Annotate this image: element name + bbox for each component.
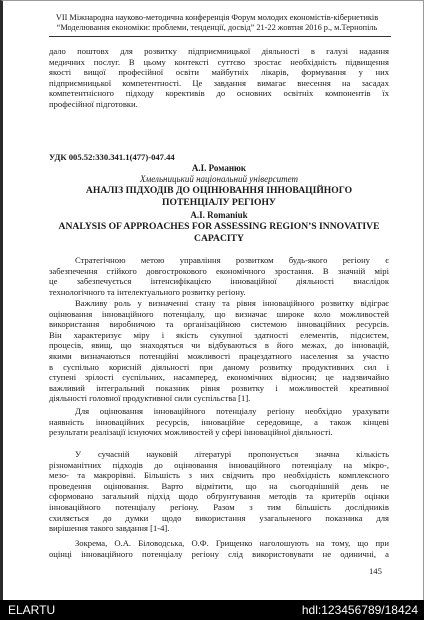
body-paragraph-5 — [49, 538, 389, 559]
body-paragraph-2 — [49, 298, 389, 404]
text-line: проведення оцінювання. Варто відмітити, що на сьогоднішній день не — [49, 480, 389, 491]
text-line: Він характеризує міру і якість сукупної здатності елементів, підсистем, — [49, 329, 389, 340]
text-line: використання виробничою та організаційною системою інноваційних ресурсів. — [49, 319, 389, 330]
text-line: різноманітних підходів до оцінювання інноваційного потенціалу на мікро-, — [49, 459, 389, 470]
text-line: оцінці інноваційного потенціалу регіону слід використовувати не одиничні, а — [49, 548, 389, 559]
repository-name: ELARTU — [8, 603, 56, 617]
title-ua-line-2: ПОТЕНЦІАЛУ РЕГІОНУ — [162, 197, 276, 208]
text-line: сформовано загальний підхід щодо обґрунтування методів та критеріїв оцінки — [49, 491, 389, 502]
header-line-1: VII Міжнародна науково-методична конференція Форум молодих економістів-кібернетиків — [55, 13, 379, 22]
text-line: дало поштовх для розвитку підприємницької діяльності в галузі надання — [49, 46, 389, 56]
text-line: якими визначаються потенційні можливості працездатного населення за участю — [49, 350, 389, 361]
text-line: підприємницької компетентності. Це завдання вимагає внесення на засадах — [49, 77, 389, 88]
text-line: наявність інноваційних ресурсів, інноваційне середовище, а також кінцеві — [49, 416, 389, 427]
author-ua: А.І. Романюк — [191, 163, 247, 173]
text-line: схиляється до думки щодо використання узагальненого показника для — [49, 512, 389, 523]
text-line: в суспільно корисній діяльності при даному розвитку продуктивних сил і — [49, 361, 389, 372]
body-paragraph-1 — [49, 255, 389, 297]
text-line: вирішення такого завдання [1-4]. — [49, 523, 170, 534]
text-line: Стратегічною метою управління розвитком будь-якого регіону є — [75, 255, 389, 265]
intro-paragraph — [49, 46, 389, 110]
text-line: Для оцінювання інноваційного потенціалу регіону необхідно урахувати — [75, 406, 389, 416]
text-line: процесів, явищ, що знаходяться чи відбуваються в його межах, до інновацій, — [49, 340, 389, 351]
title-ua-line-1: АНАЛІЗ ПІДХОДІВ ДО ОЦІНЮВАННЯ ІННОВАЦІЙНОГО — [85, 185, 353, 196]
author-en: A.I. Romaniuk — [190, 210, 248, 220]
text-line: Зокрема, О.А. Біловодська, О.Ф. Грищенко наголошують на тому, що при — [75, 538, 389, 548]
text-line: якості вищої професійної освіти майбутніх лікарів, формування у них — [49, 67, 389, 78]
text-line: результати реалізації існуючих можливостей у сфері інноваційної діяльності. — [49, 427, 333, 438]
page-number: 145 — [369, 566, 382, 576]
text-line: мезо- та макрорівні. Більшість з них свідчить про необхідність комплексного — [49, 470, 389, 481]
text-line: ступені зрілості суспільних, насамперед, економічних відносин; це надзвичайно — [49, 372, 389, 383]
text-line: Важливу роль у визначенні стану та рівня інноваційного розвитку відіграє — [75, 298, 389, 308]
text-line: медичних послуг. В цьому контексті суттєво зростає необхідність підвищення — [49, 56, 389, 67]
body-paragraph-4 — [49, 449, 389, 534]
body-paragraph-3 — [49, 406, 389, 438]
running-header — [49, 13, 385, 33]
repository-footer-bar — [0, 600, 424, 620]
affiliation: Хмельницький національний університет — [140, 174, 298, 184]
text-line: оцінювання інноваційного потенціалу, що визначає широке коло можливостей — [49, 308, 389, 319]
header-rule — [49, 36, 391, 37]
text-line: професійної підготовки. — [49, 98, 138, 109]
text-line: інноваційного потенціалу регіону. Разом з тим більшість дослідників — [49, 501, 389, 512]
title-en-line-2: CAPACITY — [194, 233, 244, 244]
text-line: технологічного та інтелектуального розвитку регіону. — [49, 286, 246, 297]
text-line: це забезпечується інтенсифікацією інноваційної діяльності внаслідок — [49, 276, 389, 287]
text-line: компетентнісного підходу корективів до основних освітніх компонентів їх — [49, 88, 389, 99]
text-line: У сучасній науковій літературі пропонується значна кількість — [75, 449, 389, 459]
text-line: діяльності головної продуктивної сили суспільства [1]. — [49, 393, 251, 404]
title-en-line-1: ANALYSIS OF APPROACHES FOR ASSESSING REGION’S INNOVATIVE — [58, 221, 380, 232]
udc-code: УДК 005.52:330.341.1(477)-047.44 — [49, 152, 175, 162]
handle-identifier[interactable]: hdl:123456789/18424 — [301, 603, 418, 617]
text-line: забезпечення стійкого довгострокового економічного зростання. В значній мірі — [49, 265, 389, 276]
header-line-2: “Моделювання економіки: проблеми, тенденції, досвід” 21-22 жовтня 2016 р., м.Тернопіль — [56, 23, 378, 32]
text-line: важливий інтегральний показник рівня розвитку і можливостей креативної — [49, 382, 389, 393]
